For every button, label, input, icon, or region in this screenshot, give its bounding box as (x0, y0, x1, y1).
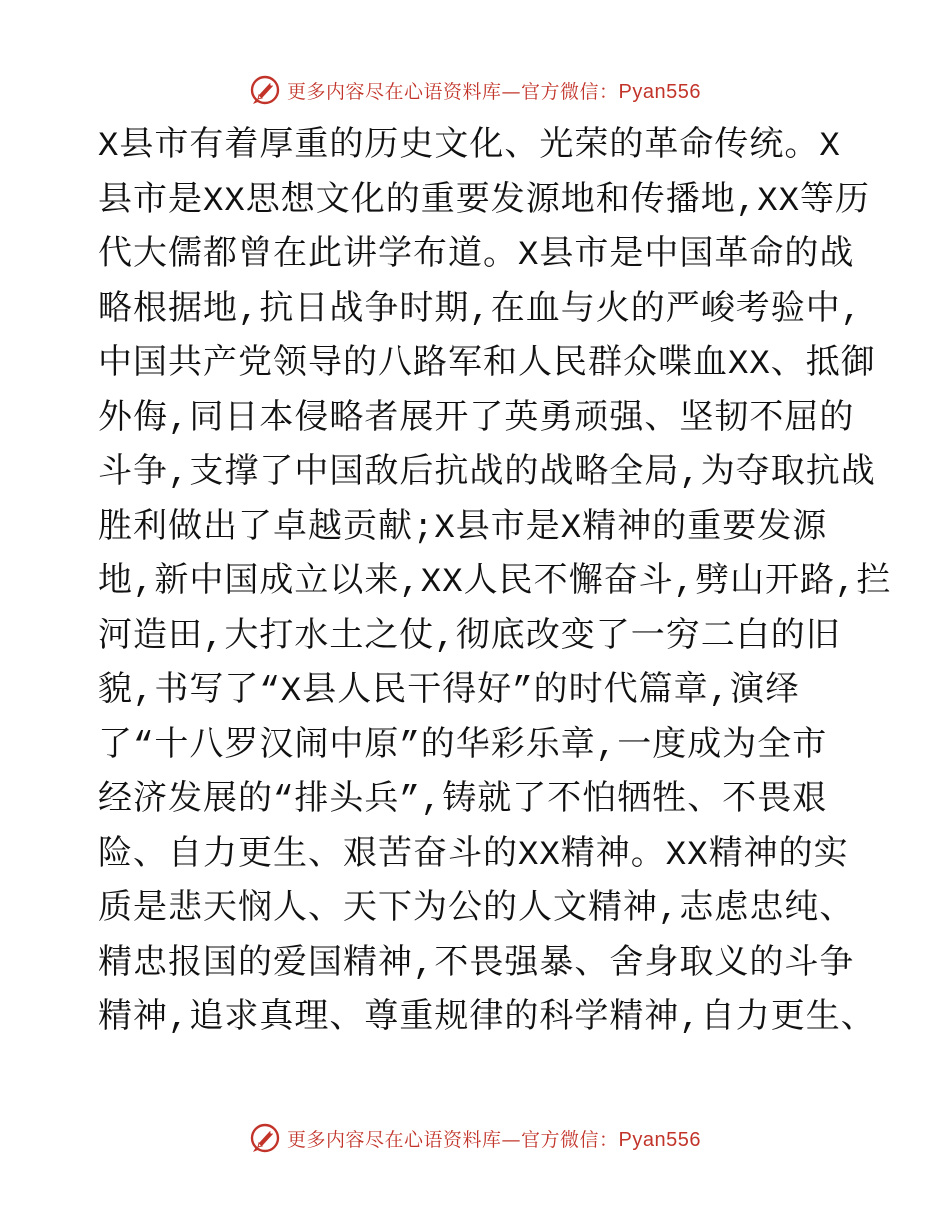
footer-watermark (0, 1118, 950, 1158)
text-line: 中国共产党领导的八路军和人民群众喋血XX、抵御 (98, 346, 876, 384)
text-line: 质是悲天悯人、天下为公的人文精神,志虑忠纯、 (98, 891, 855, 929)
watermark-text: 更多内容尽在心语资料库—官方微信：Pyan556 (287, 80, 701, 103)
text-line: 胜利做出了卓越贡献;X县市是X精神的重要发源 (98, 509, 828, 548)
text-line: 外侮,同日本侵略者展开了英勇顽强、坚韧不屈的 (98, 400, 855, 439)
text-line: 精神,追求真理、尊重规律的科学精神,自力更生、 (98, 1000, 876, 1038)
document-body (98, 120, 892, 1047)
text-line: 代大儒都曾在此讲学布道。X县市是中国革命的战 (98, 237, 855, 275)
watermark-text: 更多内容尽在心语资料库—官方微信：Pyan556 (287, 1128, 701, 1151)
text-line: 略根据地,抗日战争时期,在血与火的严峻考验中, (98, 291, 863, 330)
red-chat-bubble-pen-icon (249, 74, 281, 106)
text-line: X县市有着厚重的历史文化、光荣的革命传统。X (98, 128, 841, 166)
text-line: 了“十八罗汉闹中原”的华彩乐章,一度成为全市 (98, 727, 828, 766)
text-line: 斗争,支撑了中国敌后抗战的战略全局,为夺取抗战 (98, 455, 876, 493)
text-line: 貌,书写了“X县人民干得好”的时代篇章,演绎 (98, 673, 801, 711)
text-line: 经济发展的“排头兵”,铸就了不怕牺牲、不畏艰 (98, 782, 828, 820)
text-line: 县市是XX思想文化的重要发源地和传播地,XX等历 (98, 182, 871, 221)
header-watermark (0, 70, 950, 110)
text-line: 河造田,大打水土之仗,彻底改变了一穷二白的旧 (98, 618, 841, 657)
red-chat-bubble-pen-icon (249, 1122, 281, 1154)
watermark-id: Pyan556 (618, 1128, 701, 1151)
text-line: 精忠报国的爱国精神,不畏强暴、舍身取义的斗争 (98, 945, 855, 984)
watermark-id: Pyan556 (618, 80, 701, 103)
text-line: 地,新中国成立以来,XX人民不懈奋斗,劈山开路,拦 (98, 564, 892, 602)
text-line: 险、自力更生、艰苦奋斗的XX精神。XX精神的实 (98, 836, 849, 875)
